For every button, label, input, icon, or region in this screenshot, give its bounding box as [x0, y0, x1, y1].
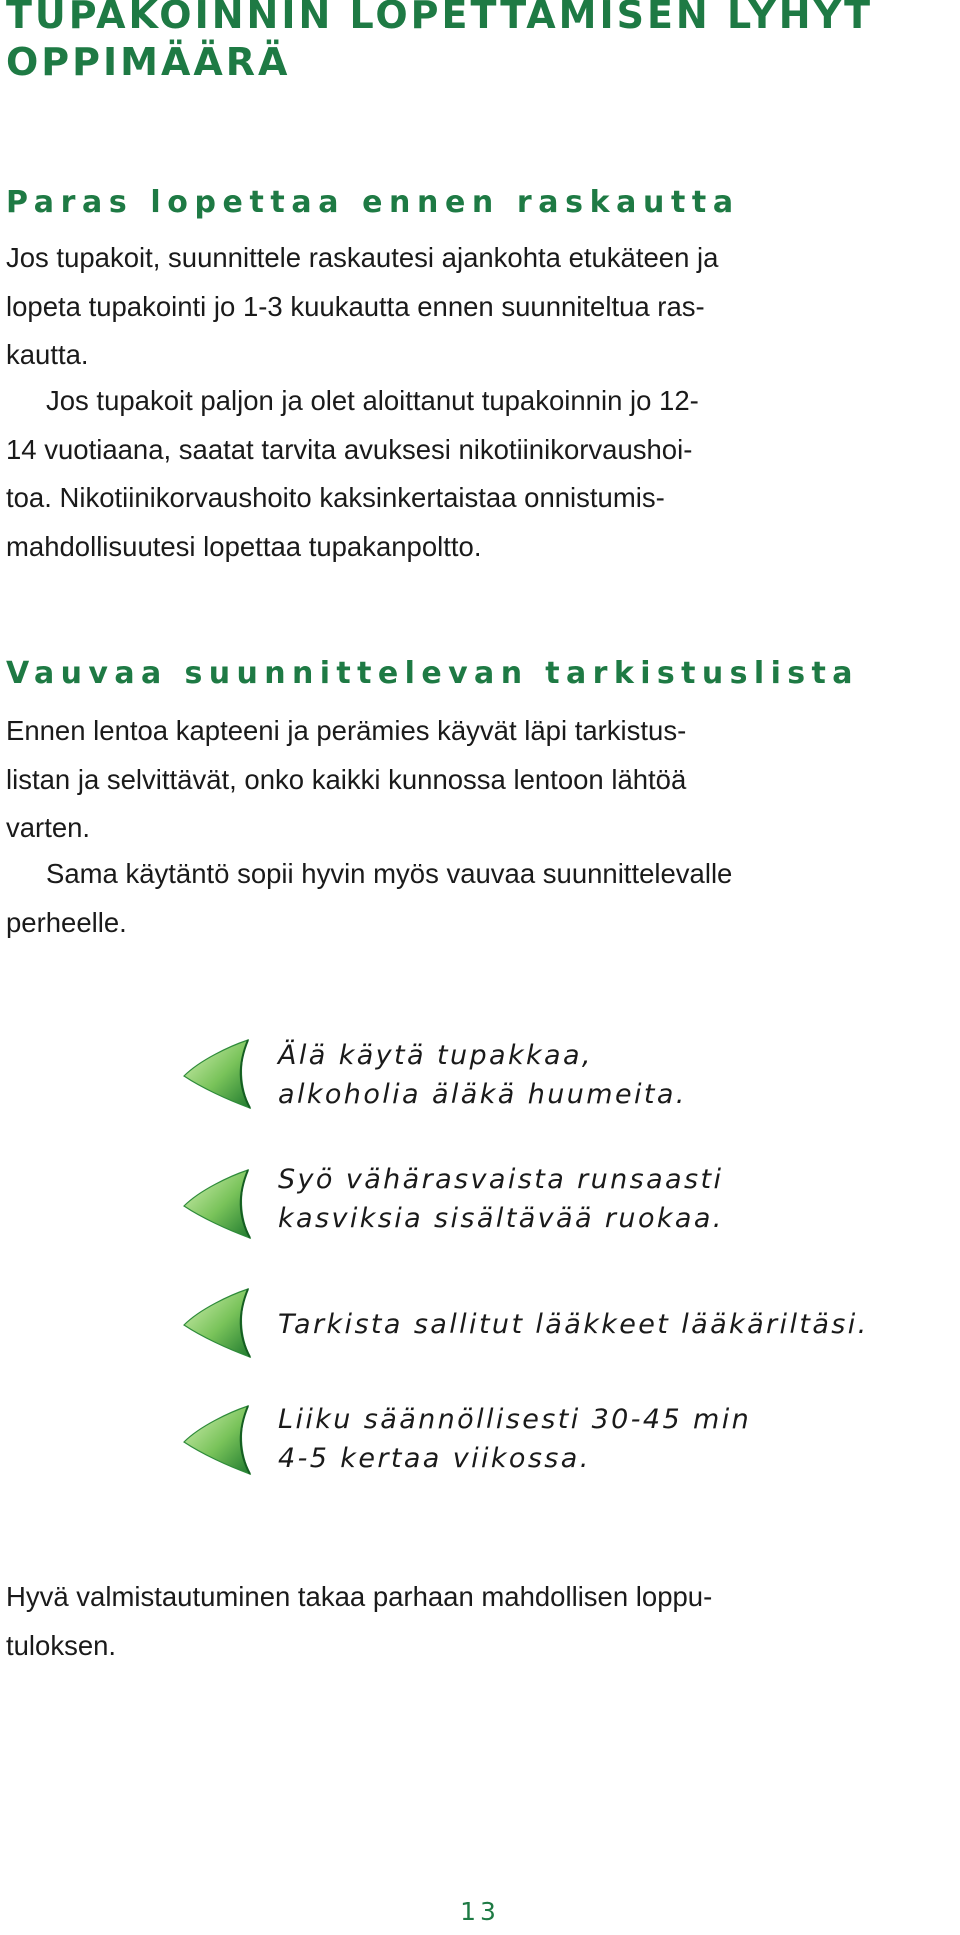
text-line: 14 vuotiaana, saatat tarvita avuksesi nikotiinikorvaushoi- — [6, 433, 693, 465]
green-shard-icon — [178, 1036, 254, 1112]
text-line: alkoholia äläkä huumeita. — [278, 1079, 687, 1110]
paragraph-pilot-checklist — [6, 707, 956, 853]
text-line: Ennen lentoa kapteeni ja perämies käyvät läpi tarkistus- — [6, 715, 687, 746]
paragraph-nicotine-replacement — [6, 377, 956, 571]
text-line: Älä käytä tupakkaa, — [278, 1040, 593, 1071]
text-line: tuloksen. — [6, 1629, 117, 1661]
text-line: varten. — [6, 812, 91, 843]
page-title-line-2: OPPIMÄÄRÄ — [6, 40, 291, 84]
text-line: kasviksia sisältävää ruokaa. — [278, 1203, 724, 1234]
section-heading-checklist: Vauvaa suunnittelevan tarkistuslista — [6, 656, 859, 691]
text-line: Jos tupakoit, suunnittele raskautesi ajankohta etukäteen ja — [6, 242, 719, 273]
green-shard-icon — [178, 1285, 254, 1361]
text-line: 4-5 kertaa viikossa. — [278, 1443, 591, 1474]
text-line: Hyvä valmistautuminen takaa parhaan mahdollisen loppu- — [6, 1581, 713, 1612]
checklist-item-text — [278, 1400, 751, 1478]
section-heading-best-before-pregnancy: Paras lopettaa ennen raskautta — [6, 185, 740, 220]
paragraph-closing — [6, 1573, 956, 1670]
checklist-item-text — [278, 1160, 724, 1238]
text-line: Liiku säännöllisesti 30-45 min — [278, 1404, 752, 1435]
text-line: perheelle. — [6, 906, 127, 938]
text-line: toa. Nikotiinikorvaushoito kaksinkertaistaa onnistumis- — [6, 482, 665, 513]
text-line: Syö vähärasvaista runsaasti — [278, 1164, 724, 1195]
text-line: mahdollisuutesi lopettaa tupakanpoltto. — [6, 530, 482, 562]
page-title — [6, 0, 873, 86]
text-line: lopeta tupakointi jo 1-3 kuukautta ennen suunniteltua ras- — [6, 290, 705, 322]
text-line: Jos tupakoit paljon ja olet aloittanut tupakoinnin jo 12- — [46, 385, 699, 416]
page-title-line-1: TUPAKOINNIN LOPETTAMISEN LYHYT — [6, 0, 874, 37]
checklist-item-text — [278, 1036, 687, 1114]
paragraph-family-practice — [6, 850, 956, 947]
text-line: Tarkista sallitut lääkkeet lääkäriltäsi. — [278, 1309, 869, 1340]
page-number: 13 — [460, 1897, 500, 1926]
green-shard-icon — [178, 1402, 254, 1478]
paragraph-plan-pregnancy — [6, 234, 956, 380]
checklist-item-text — [278, 1305, 869, 1344]
text-line: listan ja selvittävät, onko kaikki kunnossa lentoon lähtöä — [6, 763, 687, 795]
text-line: kautta. — [6, 339, 89, 370]
text-line: Sama käytäntö sopii hyvin myös vauvaa suunnittelevalle — [46, 858, 733, 889]
green-shard-icon — [178, 1166, 254, 1242]
